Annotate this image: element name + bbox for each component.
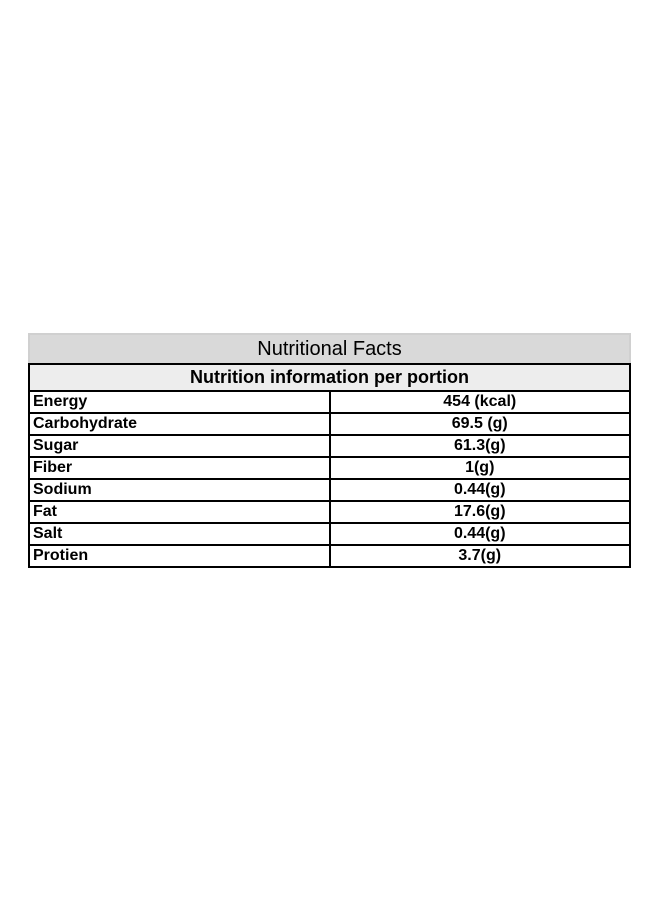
nutrient-name: Salt [29, 523, 330, 545]
nutrient-value: 61.3(g) [330, 435, 631, 457]
nutrient-value: 17.6(g) [330, 501, 631, 523]
table-row [29, 545, 630, 567]
table-row [29, 457, 630, 479]
nutrient-name: Energy [29, 391, 330, 413]
nutrient-value: 1(g) [330, 457, 631, 479]
nutrient-value: 69.5 (g) [330, 413, 631, 435]
title-row [29, 334, 630, 364]
nutrient-name: Carbohydrate [29, 413, 330, 435]
nutrient-name: Fat [29, 501, 330, 523]
nutrition-facts-table [28, 333, 631, 568]
nutrient-name: Protien [29, 545, 330, 567]
table-row [29, 391, 630, 413]
table-row [29, 435, 630, 457]
nutrient-value: 454 (kcal) [330, 391, 631, 413]
nutrient-value: 0.44(g) [330, 479, 631, 501]
table-row [29, 501, 630, 523]
table-title: Nutritional Facts [29, 334, 630, 364]
nutrient-name: Sugar [29, 435, 330, 457]
nutrient-name: Fiber [29, 457, 330, 479]
table-subtitle: Nutrition information per portion [29, 364, 630, 391]
nutrient-value: 0.44(g) [330, 523, 631, 545]
nutrient-name: Sodium [29, 479, 330, 501]
subtitle-row [29, 364, 630, 391]
table-row [29, 413, 630, 435]
table-row [29, 523, 630, 545]
nutrient-value: 3.7(g) [330, 545, 631, 567]
table-row [29, 479, 630, 501]
